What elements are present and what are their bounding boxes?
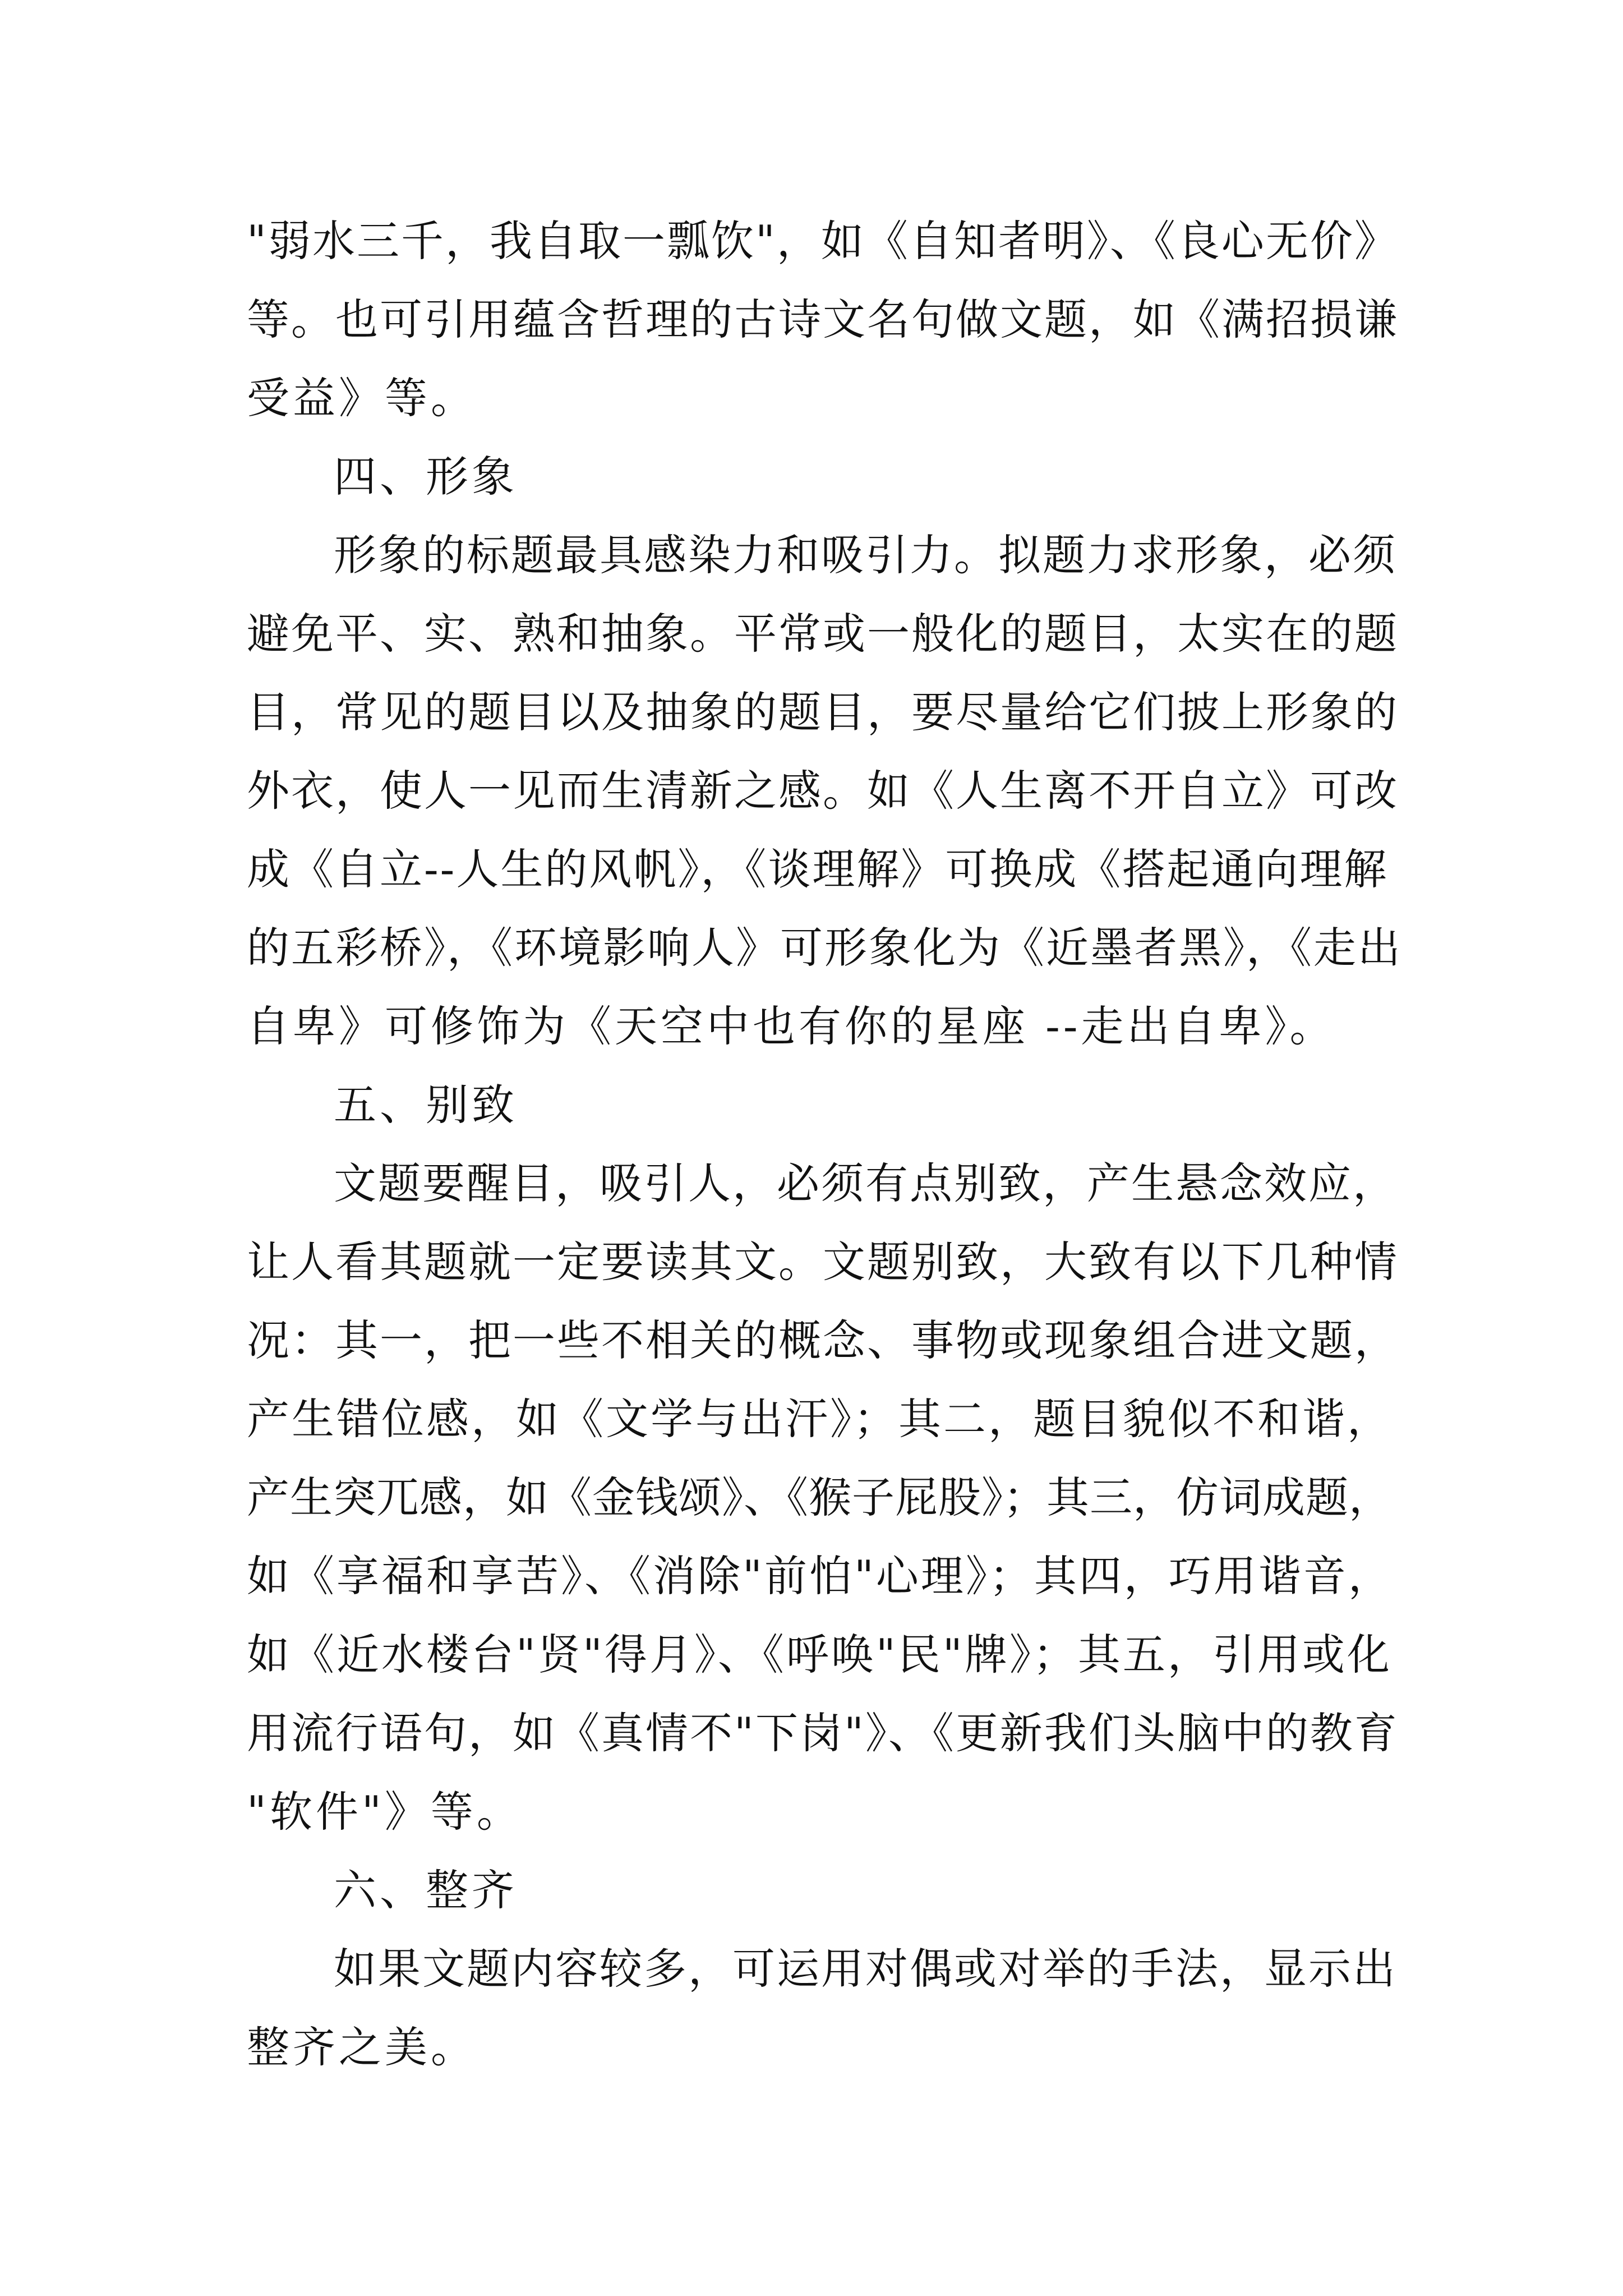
text-line: 目，常见的题目以及抽象的题目，要尽量给它们披上形象的 [247,687,1399,737]
section-heading-biezhi: 五、别致 [334,1080,518,1130]
section-heading-xingxiang: 四、形象 [334,452,518,501]
text-line: 的五彩桥》，《环境影响人》可形象化为《近墨者黑》，《走出 [247,923,1402,973]
text-line: 如《享福和享苦》、《消除"前怕"心理》；其四，巧用谐音， [247,1551,1393,1601]
text-line: 外衣，使人一见而生清新之感。如《人生离不开自立》可改 [247,766,1399,816]
text-line: 用流行语句，如《真情不"下岗"》、《更新我们头脑中的教育 [247,1708,1399,1758]
text-line: 成《自立--人生的风帆》，《谈理解》可换成《搭起通向理解 [247,844,1389,894]
text-line: 如《近水楼台"贤"得月》、《呼唤"民"牌》；其五，引用或化 [247,1630,1392,1680]
text-line: 形象的标题最具感染力和吸引力。拟题力求形象，必须 [334,530,1397,580]
text-line: 如果文题内容较多，可运用对偶或对举的手法，显示出 [334,1944,1397,1994]
text-line: 让人看其题就一定要读其文。文题别致，大致有以下几种情 [247,1237,1399,1287]
text-line: 避免平、实、熟和抽象。平常或一般化的题目，太实在的题 [247,609,1399,659]
text-line: "软件"》等。 [247,1787,523,1837]
text-line: "弱水三千，我自取一瓢饮"，如《自知者明》、《良心无价》 [247,216,1399,266]
text-line: 产生突兀感，如《金钱颂》、《猴子屁股》；其三，仿词成题， [247,1473,1392,1522]
text-line: 文题要醒目，吸引人，必须有点别致，产生悬念效应， [334,1158,1397,1208]
section-heading-zhengqi: 六、整齐 [334,1865,518,1915]
text-line: 产生错位感，如《文学与出汗》；其二，题目貌似不和谐， [247,1394,1392,1444]
text-line: 整齐之美。 [247,2022,477,2072]
text-line: 况：其一，把一些不相关的概念、事物或现象组合进文题， [247,1315,1399,1365]
text-line: 等。也可引用蕴含哲理的古诗文名句做文题，如《满招损谦 [247,295,1399,344]
text-line: 受益》等。 [247,373,477,423]
text-line: 自卑》可修饰为《天空中也有你的星座 --走出自卑》。 [247,1001,1336,1051]
